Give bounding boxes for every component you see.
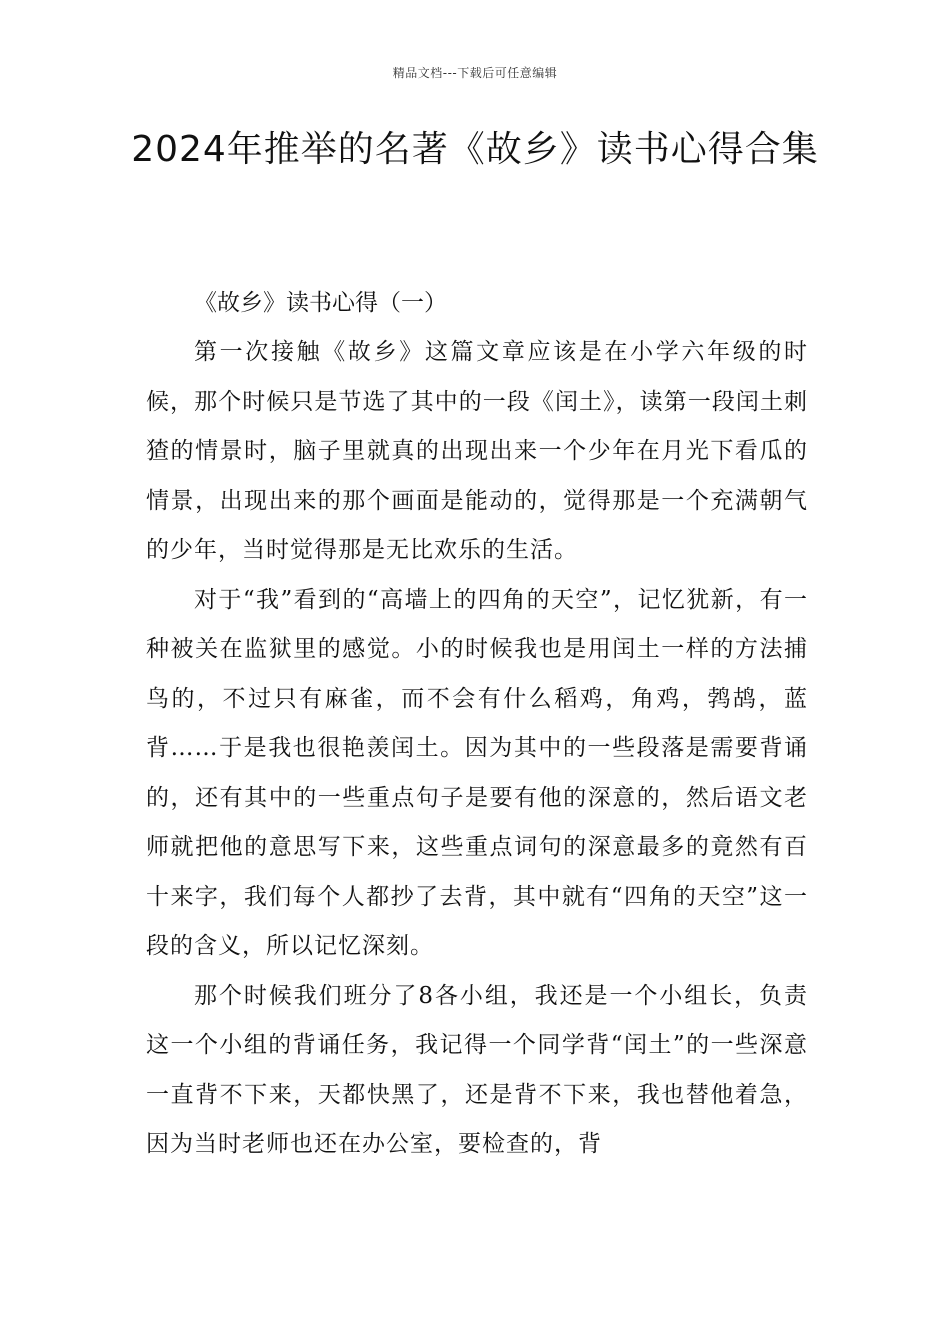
document-body — [146, 279, 808, 1170]
header-note: 精品文档---下载后可任意编辑 — [392, 66, 558, 80]
document-title: 2024年推举的名著《故乡》读书心得合集 — [131, 129, 819, 170]
paragraph: 那个时候我们班分了8各小组，我还是一个小组长，负责这一个小组的背诵任务，我记得一个同学背“闰土”的一些深意一直背不下来，天都快黑了，还是背不下来，我也替他着急，因为当时老师也还在办公室，要检查的，背 — [146, 982, 808, 1157]
section-heading: 《故乡》读书心得（一） — [194, 290, 447, 316]
paragraph: 对于“我”看到的“高墙上的四角的天空”，记忆犹新，有一种被关在监狱里的感觉。小的时候我也是用闰土一样的方法捕鸟的，不过只有麻雀，而不会有什么稻鸡，角鸡，鹁鸪，蓝背……于是我也很艳羡闰土。因为其中的一些段落是需要背诵的，还有其中的一些重点句子是要有他的深意的，然后语文老师就把他的意思写下来，这些重点词句的深意最多的竟然有百十来字，我们每个人都抄了去背，其中就有“四角的天空”这一段的含义，所以记忆深刻。 — [146, 586, 808, 959]
paragraph: 第一次接触《故乡》这篇文章应该是在小学六年级的时候，那个时候只是节选了其中的一段《闰土》，读第一段闰土刺猹的情景时，脑子里就真的出现出来一个少年在月光下看瓜的情景，出现出来的那个画面是能动的，觉得那是一个充满朝气的少年，当时觉得那是无比欢乐的生活。 — [146, 339, 808, 563]
